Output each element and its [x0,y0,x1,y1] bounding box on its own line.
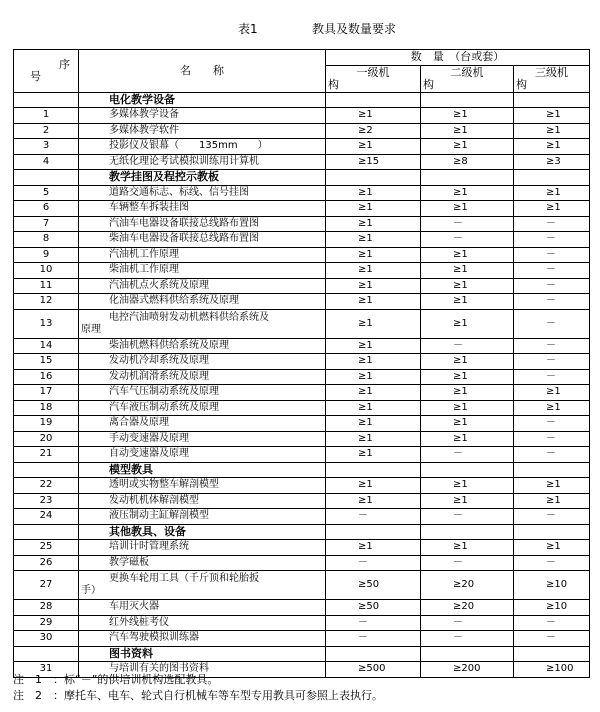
item-name: 自动变速器及原理 [79,447,326,463]
level2-qty: － [421,338,514,354]
equipment-table [13,49,590,678]
table-row [14,216,590,232]
level2-qty: ≥8 [421,154,514,170]
level2-qty [421,170,514,186]
level2-qty [421,92,514,108]
level3-qty: ≥1 [514,385,590,401]
level3-qty: － [514,431,590,447]
item-name: 更换车轮用工具（千斤顶和轮胎扳 手） [79,571,326,600]
level2-qty: ≥1 [421,400,514,416]
category-row [14,462,590,478]
row-number [14,524,79,540]
level3-qty: ≥1 [514,493,590,509]
category-row [14,524,590,540]
level1-qty: ≥1 [326,385,421,401]
level2-qty: ≥1 [421,123,514,139]
row-number: 15 [14,354,79,370]
level3-qty: － [514,278,590,294]
row-number: 3 [14,139,79,155]
level2-qty: － [421,509,514,525]
level1-qty: － [326,509,421,525]
level2-qty: ≥1 [421,354,514,370]
row-number: 25 [14,540,79,556]
level1-qty: ≥1 [326,108,421,124]
level1-qty: ≥1 [326,294,421,310]
item-name: 柴油机工作原理 [79,263,326,279]
item-name: 多媒体教学设备 [79,108,326,124]
table-row [14,263,590,279]
row-number: 16 [14,369,79,385]
level1-qty: ≥1 [326,478,421,494]
table-row [14,478,590,494]
level2-qty: － [421,615,514,631]
level2-qty: － [421,447,514,463]
level1-qty: ≥1 [326,447,421,463]
footnote: 注 2 ：摩托车、电车、轮式自行机械车等车型专用教具可参照上表执行。 [13,689,383,702]
level2-qty: ≥1 [421,431,514,447]
level1-qty: ≥1 [326,278,421,294]
level1-qty: ≥1 [326,338,421,354]
item-name: 无纸化理论考试模拟训练用计算机 [79,154,326,170]
level2-qty: ≥1 [421,108,514,124]
level2-qty: ≥1 [421,185,514,201]
level3-qty: ≥10 [514,600,590,616]
table-row [14,631,590,647]
level3-qty: － [514,309,590,338]
header-level2: 二级机 构 [421,65,514,92]
row-number: 5 [14,185,79,201]
level1-qty: ≥1 [326,139,421,155]
item-name: 发动机润滑系统及原理 [79,369,326,385]
row-number: 12 [14,294,79,310]
row-number [14,462,79,478]
header-level1: 一级机 构 [326,65,421,92]
level1-qty: ≥1 [326,354,421,370]
header-qty: 数 量 （台或套） [326,50,590,66]
item-name: 手动变速器及原理 [79,431,326,447]
item-name: 车用灭火器 [79,600,326,616]
item-name: 多媒体教学软件 [79,123,326,139]
item-name: 透明或实物整车解剖模型 [79,478,326,494]
level1-qty: ≥1 [326,416,421,432]
item-name: 车辆整车拆装挂图 [79,201,326,217]
row-number: 18 [14,400,79,416]
item-name: 离合器及原理 [79,416,326,432]
level3-qty: － [514,232,590,248]
table-row [14,400,590,416]
table-row [14,615,590,631]
item-name: 汽车驾驶模拟训练器 [79,631,326,647]
footnotes [13,672,383,704]
table-row [14,201,590,217]
item-name: 电控汽油喷射发动机燃料供给系统及 原理 [79,309,326,338]
level1-qty [326,462,421,478]
level3-qty [514,462,590,478]
level1-qty: ≥1 [326,201,421,217]
table-title [0,18,600,36]
item-name: 汽车液压制动系统及原理 [79,400,326,416]
level1-qty: ≥1 [326,309,421,338]
table-row [14,185,590,201]
table-row [14,416,590,432]
level3-qty [514,170,590,186]
item-name: 汽油机点火系统及原理 [79,278,326,294]
table-row [14,154,590,170]
level3-qty [514,524,590,540]
level2-qty: ≥1 [421,278,514,294]
row-number: 10 [14,263,79,279]
level1-qty: － [326,615,421,631]
level2-qty: ≥1 [421,540,514,556]
level3-qty: － [514,263,590,279]
row-number: 26 [14,555,79,571]
table-row [14,354,590,370]
level1-qty: ≥1 [326,185,421,201]
item-name: 教学挂图及程控示教板 [79,170,326,186]
level1-qty: ≥1 [326,369,421,385]
table-row [14,431,590,447]
level3-qty: － [514,447,590,463]
table-caption: 教具及数量要求 [312,22,397,36]
row-number [14,646,79,662]
item-name: 投影仪及银幕（ 135mm ） [79,139,326,155]
row-number: 29 [14,615,79,631]
level1-qty: ≥1 [326,232,421,248]
level2-qty: － [421,631,514,647]
level1-qty: ≥500 [326,662,421,678]
table-row [14,447,590,463]
row-number: 28 [14,600,79,616]
item-name: 汽油车电器设备联接总线路布置图 [79,216,326,232]
item-name: 其他教具、设备 [79,524,326,540]
footnote: 注 1 ：标“－”的供培训机构选配教具。 [13,673,219,686]
level1-qty: ≥1 [326,263,421,279]
table-row [14,555,590,571]
item-name: 教学磁板 [79,555,326,571]
item-name: 模型教具 [79,462,326,478]
row-number: 23 [14,493,79,509]
level3-qty: － [514,354,590,370]
level2-qty: ≥1 [421,385,514,401]
level2-qty [421,646,514,662]
level3-qty: ≥1 [514,201,590,217]
table-row [14,509,590,525]
row-number [14,170,79,186]
row-number: 19 [14,416,79,432]
row-number: 31 [14,662,79,678]
row-number: 30 [14,631,79,647]
level2-qty [421,524,514,540]
level3-qty: － [514,631,590,647]
level1-qty: ≥15 [326,154,421,170]
item-name: 化油器式燃料供给系统及原理 [79,294,326,310]
level2-qty: ≥200 [421,662,514,678]
row-number [14,92,79,108]
row-number: 14 [14,338,79,354]
level3-qty: － [514,338,590,354]
level1-qty [326,170,421,186]
level3-qty [514,92,590,108]
level3-qty: ≥1 [514,139,590,155]
level3-qty: ≥100 [514,662,590,678]
level3-qty: － [514,416,590,432]
table-row [14,369,590,385]
level3-qty: ≥1 [514,185,590,201]
level3-qty: － [514,369,590,385]
table-row [14,385,590,401]
item-name: 图书资料 [79,646,326,662]
category-row [14,170,590,186]
row-number: 13 [14,309,79,338]
level3-qty: ≥10 [514,571,590,600]
category-row [14,92,590,108]
row-number: 20 [14,431,79,447]
level2-qty: ≥20 [421,600,514,616]
level1-qty: ≥1 [326,216,421,232]
level2-qty: ≥1 [421,369,514,385]
row-number: 6 [14,201,79,217]
table-row [14,540,590,556]
level3-qty: ≥1 [514,123,590,139]
item-name: 柴油机燃料供给系统及原理 [79,338,326,354]
level2-qty: － [421,232,514,248]
level2-qty: ≥1 [421,416,514,432]
table-number: 表1 [238,22,258,36]
level1-qty [326,646,421,662]
level3-qty: － [514,615,590,631]
row-number: 21 [14,447,79,463]
level2-qty: ≥20 [421,571,514,600]
level2-qty: ≥1 [421,139,514,155]
level3-qty: － [514,294,590,310]
level2-qty: ≥1 [421,263,514,279]
level1-qty: ≥1 [326,540,421,556]
level1-qty: ≥1 [326,247,421,263]
row-number: 11 [14,278,79,294]
level2-qty: ≥1 [421,493,514,509]
row-number: 2 [14,123,79,139]
level1-qty: ≥1 [326,431,421,447]
row-number: 8 [14,232,79,248]
level1-qty: ≥50 [326,571,421,600]
row-number: 17 [14,385,79,401]
row-number: 27 [14,571,79,600]
level1-qty: － [326,631,421,647]
level2-qty: ≥1 [421,309,514,338]
level2-qty: － [421,555,514,571]
level1-qty: ≥2 [326,123,421,139]
item-name: 培训计时管理系统 [79,540,326,556]
level3-qty: － [514,555,590,571]
level3-qty: － [514,509,590,525]
item-name: 道路交通标志、标线、信号挂图 [79,185,326,201]
item-name: 电化教学设备 [79,92,326,108]
level1-qty [326,524,421,540]
level2-qty: ≥1 [421,478,514,494]
item-name: 液压制动主缸解剖模型 [79,509,326,525]
level3-qty: － [514,216,590,232]
level3-qty [514,646,590,662]
table-row [14,108,590,124]
level1-qty: － [326,555,421,571]
item-name: 发动机冷却系统及原理 [79,354,326,370]
table-row [14,338,590,354]
level2-qty: ≥1 [421,201,514,217]
table-row [14,247,590,263]
row-number: 9 [14,247,79,263]
level2-qty: － [421,216,514,232]
level3-qty: － [514,247,590,263]
level2-qty: ≥1 [421,247,514,263]
header-seq: 序 号 [14,50,79,93]
table-row [14,600,590,616]
table-row [14,493,590,509]
item-name: 汽油机工作原理 [79,247,326,263]
table-row [14,294,590,310]
header-level3: 三级机 构 [514,65,590,92]
level1-qty: ≥50 [326,600,421,616]
row-number: 1 [14,108,79,124]
category-row [14,646,590,662]
level2-qty: ≥1 [421,294,514,310]
level1-qty: ≥1 [326,400,421,416]
level3-qty: ≥3 [514,154,590,170]
level3-qty: ≥1 [514,478,590,494]
table-row [14,278,590,294]
level3-qty: ≥1 [514,108,590,124]
header-name: 名 称 [79,50,326,93]
level1-qty: ≥1 [326,493,421,509]
level3-qty: ≥1 [514,540,590,556]
table-row [14,232,590,248]
level1-qty [326,92,421,108]
item-name: 汽车气压制动系统及原理 [79,385,326,401]
row-number: 4 [14,154,79,170]
item-name: 发动机机体解剖模型 [79,493,326,509]
table-row [14,139,590,155]
table-row [14,123,590,139]
item-name: 红外线桩考仪 [79,615,326,631]
item-name: 与培训有关的图书资料 [79,662,326,678]
table-row [14,571,590,600]
table-row [14,309,590,338]
row-number: 7 [14,216,79,232]
item-name: 柴油车电器设备联接总线路布置图 [79,232,326,248]
level3-qty: ≥1 [514,400,590,416]
level2-qty [421,462,514,478]
row-number: 22 [14,478,79,494]
row-number: 24 [14,509,79,525]
